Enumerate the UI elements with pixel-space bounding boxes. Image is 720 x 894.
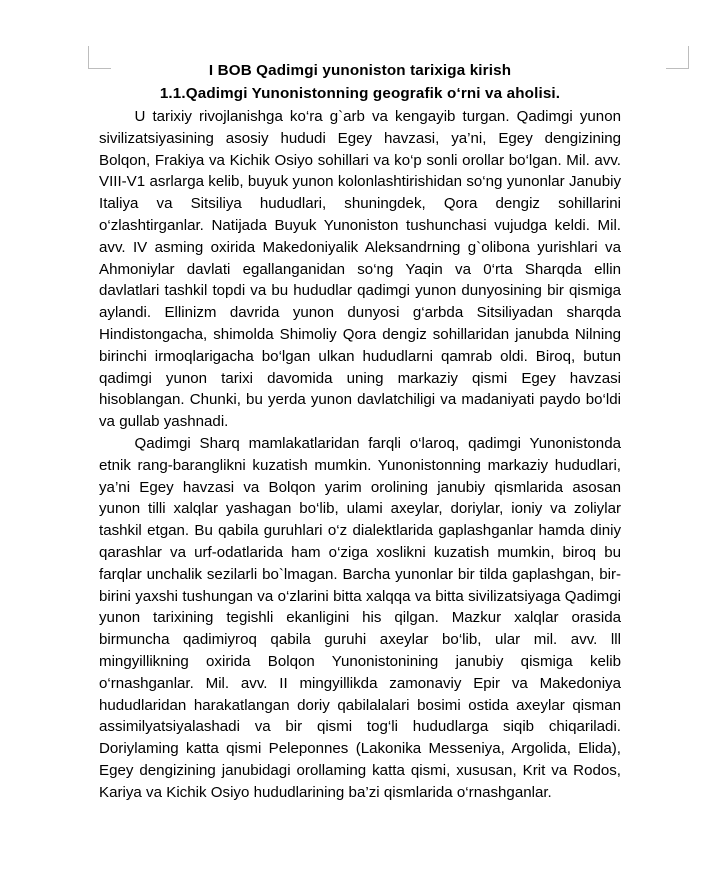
body-paragraph-2: Qadimgi Sharq mamlakatlaridan farqli o‘laroq, qadimgi Yunonistonda etnik rang-baranglikni kuzatish mumkin. Yunonistonning markaziy hududlari, ya’ni Egey havzasi va Bolqon yarim orolining janubiy qismlarida asosan yunon tilli xalqlar yashagan bo‘lib, ulami axeylar, doriylar, ioniy va zoliylar tashkil etgan. Bu qabila guruhlari o‘z dialektlarida gaplashganlar hamda diniy qarashlar va urf-odatlarida ham o‘ziga xoslikni kuzatish mumkin, biroq bu farqlar unchalik sezilarli bo`lmagan. Barcha yunonlar bir tilda gaplashgan, bir-birini yaxshi tushungan va o‘zlarini bitta xalqqa va bitta sivilizatsiyaga Qadimgi yunon tarixining tegishli ekanligini his qilgan. Mazkur xalqlar orasida birmuncha qadimiyroq qabila guruhi axeylar bo‘lib, ular mil. avv. lll mingyillikning oxirida Bolqon Yunonistonining janubiy qismiga kelib o‘rnashganlar. Mil. avv. II mingyillikda zamonaviy Epir va Makedoniya hududlaridan harakatlangan doriy qabilalalari bosimi ostida axeylar qisman assimilyatsiyalashadi va bir qismi tog‘li hududlarga siqib chiqariladi. Doriylaming katta qismi Peleponnes (Lakonika Messeniya, Argolida, Elida), Egey dengizining janubidagi orollaming katta qismi, xususan, Krit va Rodos, Kariya va Kichik Osiyo hududlarining ba’zi qismlarida o‘rnashganlar. xyxy=(99,434,621,801)
body-paragraph-1: U tarixiy rivojlanishga ko‘ra g`arb va kengayib turgan. Qadimgi yunon sivilizatsiyasining asosiy hududi Egey havzasi, ya’ni, Egey dengizining Bolqon, Frakiya va Kichik Osiyo sohillari va ko‘p sonli orollar bo‘lgan. Mil. avv. VIII-V1 asrlarga kelib, buyuk yunon kolonlashtirishidan so‘ng yunonlar Janubiy Italiya va Sitsiliya hududlari, shuningdek, Qora dengiz sohillarini o‘zlashtirganlar. Natijada Buyuk Yunoniston tushunchasi vujudga keldi. Mil. avv. IV asming oxirida Makedoniyalik Aleksandrning g`olibona yurishlari va Ahmoniylar davlati egallanganidan so‘ng Yaqin va 0‘rta Sharqda ellin davlatlari tashkil topdi va bu hududlar qadimgi yunon dunyosining bir qismiga aylandi. Ellinizm davrida yunon dunyosi g‘arbda Sitsiliyadan sharqda Hindistongacha, shimolda Shimoliy Qora dengiz sohillaridan janubda Nilning birinchi irmoqlarigacha bo‘lgan ulkan hududlarni qamrab oldi. Biroq, butun qadimgi yunon tarixi davomida uning markaziy qismi Egey havzasi hisoblangan. Chunki, bu yerda yunon davlatchiligi va madaniyati paydo bo‘ldi va gullab yashnadi. xyxy=(99,108,621,431)
crop-mark-top-right xyxy=(666,46,689,69)
document-heading-subsection: 1.1.Qadimgi Yunonistonning geografik o‘rni va aholisi. xyxy=(159,84,561,102)
document-content xyxy=(99,60,621,804)
document-heading-main: I BOB Qadimgi yunoniston tarixiga kirish xyxy=(208,62,512,79)
